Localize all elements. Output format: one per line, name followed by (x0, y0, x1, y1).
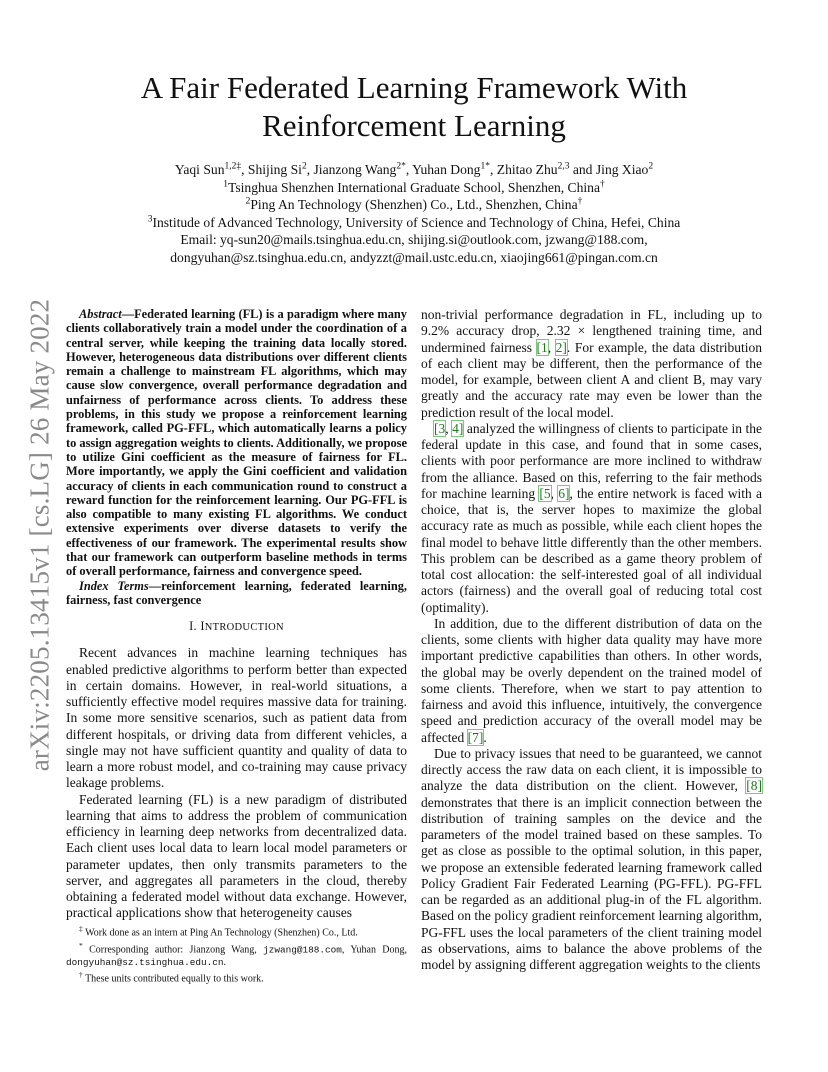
author-name: Yaqi Sun (174, 162, 225, 177)
affil-text: Tsinghua Shenzhen International Graduate School, Shenzhen, China (227, 179, 601, 195)
index-terms-label: Index Terms (79, 578, 149, 593)
author-separator: , (405, 162, 413, 177)
email-line-2: dongyuhan@sz.tsinghua.edu.cn, andyzzt@mail.ustc.edu.cn, xiaojing661@pingan.com.cn (170, 249, 658, 265)
arxiv-identifier-stamp (22, 270, 58, 800)
author-affil-mark: 2,3 (557, 161, 570, 172)
author-names (80, 161, 748, 179)
citation-link[interactable]: 6] (558, 485, 570, 501)
footnote-2 (66, 940, 407, 969)
affil-text: Ping An Technology (Shenzhen) Co., Ltd., Shenzhen, China (250, 197, 578, 212)
author-affil-mark: 1,2‡ (224, 161, 242, 172)
abstract-text: —Federated learning (FL) is a paradigm where many clients collaboratively train a model under the coordination of a central server, while keeping the training data locally stored. However, heterogeneous data distributions over different clients remain a challenge to mainstream FL algorithms, which may cause slow convergence, overall performance degradation and unfairness of performance across clients. To address these problems, in this study we propose a reinforcement learning framework, called PG-FFL, which automatically learns a policy to assign aggregation weights to clients. Additionally, we propose to utilize Gini coefficient as the measure of fairness for FL. More importantly, we apply the Gini coefficient and validation accuracy of clients in each communication round to construct a reward function for the reinforcement learning. Our PG-FFL is also compatible to many existing FL algorithms. We conduct extensive experiments over diverse datasets to verify the effectiveness of our framework. The experimental results show that our framework can outperform baseline methods in terms of overall performance, fairness and convergence speed. (66, 307, 407, 579)
author-separator: and (569, 162, 596, 177)
author-name: Jianzong Wang (313, 162, 397, 177)
author-name: Shijing Si (247, 162, 302, 177)
citation-link[interactable]: [3 (434, 420, 446, 436)
citation-link[interactable]: 4] (452, 420, 464, 436)
footnote-3 (66, 969, 407, 986)
author-affil-mark: 2 (301, 161, 307, 172)
affiliation-3 (80, 214, 748, 232)
paragraph-text: analyzed the willingness of clients to participate in the federal update in this case, and found that in some cases, clients with poor performance are more inclined to withdraw from the alliance. Based on this, referring to the fair methods for machine learning (421, 420, 762, 501)
paper-title (80, 69, 748, 145)
section-first-letter: I (200, 619, 205, 634)
abstract-label: Abstract (79, 307, 122, 321)
paragraph-text: non-trivial performance degradation in FL, including up to 9.2% accuracy drop, 2.32 × lengthened training time, and undermined fairness (421, 307, 762, 355)
footnotes (66, 923, 407, 986)
affil-number: 2 (245, 196, 251, 207)
citation-link[interactable]: [7] (467, 729, 484, 745)
paragraph-text: In addition, due to the different distribution of data on the clients, some clients with higher data quality may have more important predictive capabilities than others. In other words, the global may be overly dependent on the trained model of some clients. Therefore, when we start to pay attention to fairness and avoid this influence, intuitively, the convergence speed and prediction accuracy of the overall model may be affected (421, 615, 762, 745)
footnote-mark: * (79, 940, 83, 950)
footnote-text: These units contributed equally to this work. (82, 973, 264, 985)
footnote-mark: ‡ (79, 924, 83, 933)
paragraph-text: Due to privacy issues that need to be guaranteed, we cannot directly access the raw data on each client, it is impossible to analyze the data distribution on the client. However, (421, 745, 762, 794)
affil-mark: † (600, 178, 605, 189)
paragraph-text: . For example, the data distribution of each client may be different, then the performance of the model, for example, between client A and client B, may vary greatly and the accuracy rate may even be lower than the prediction result of the local model. (421, 339, 763, 420)
left-column (66, 307, 407, 922)
email-line-1: Email: yq-sun20@mails.tsinghua.edu.cn, shijing.si@outlook.com, jzwang@188.com, (180, 232, 648, 247)
citation-link[interactable]: [8] (746, 778, 762, 794)
right-paragraph-1: non-trivial performance degradation in FL, including up to 9.2% accuracy drop, 2.32 × lengthened training time, and undermined fairness [1, 2]. For example, the data distribution of each client may be different, then the performance of the model, for example, between client A and client B, may vary greatly and the accuracy rate may even be lower than the prediction result of the local model. (421, 307, 763, 420)
index-terms (66, 579, 407, 608)
right-paragraph-4 (421, 746, 762, 974)
author-name: Zhitao Zhu (496, 162, 558, 177)
author-affil-mark: 2 (648, 161, 654, 172)
author-name: Yuhan Dong (412, 162, 481, 177)
citation-link[interactable]: 2] (555, 339, 567, 355)
intro-paragraph-1: Recent advances in machine learning techniques has enabled predictive algorithms to perform better than expected in certain domains. However, in real-world situations, a sufficiently effective model requires massive data for training. In some more sensitive scenarios, such as patient data from different hospitals, or driving data from different vehicles, a single may not have sufficient quantity and quality of data to learn a more robust model, and co-training may cause privacy leakage problems. (66, 645, 407, 791)
footnote-text: Corresponding author: Jianzong Wang, (82, 944, 264, 956)
paragraph-text: . (483, 729, 487, 745)
affil-mark: † (577, 196, 583, 207)
footnote-text: , Yuhan Dong, (341, 944, 407, 956)
author-name: Jing Xiao (595, 162, 649, 177)
right-paragraph-3 (421, 616, 762, 746)
author-separator: , (306, 162, 314, 177)
affil-text: Institude of Advanced Technology, University of Science and Technology of China, Hefei, China (152, 214, 681, 230)
paragraph-text: demonstrates that there is an implicit connection between the distribution of training samples on the device and the parameters of the model trained based on these samples. To get as close as possible to the optimal solution, in this paper, we propose an extensible federated learning framework called Policy Gradient Fair Federated Learning (PG-FFL). PG-FFL can be regarded as an additional plug-in of the FL algorithm. Based on the policy gradient reinforcement learning algorithm, PG-FFL uses the local parameters of the client training model as observations, aims to balance the above problems of the model by assigning different aggregation weights to the clients (421, 794, 762, 972)
abstract (66, 307, 407, 579)
right-column (421, 307, 762, 973)
intro-paragraph-2: Federated learning (FL) is a new paradigm of distributed learning that aims to address the problem of communication efficiency in learning deep networks from decentralized data. Each client uses local data to learn local model parameters or parameter updates, then only transmits parameters to the server, and aggregates all parameters in the cloud, thereby obtaining a federated model without data exchange. However, practical applications show that heterogeneity causes (66, 791, 407, 921)
paragraph-text: , the entire network is faced with a choice, that is, the server hopes to maximize the global accuracy rate as much as possible, while each client hopes the final model to behave little differently than the other members. This problem can be described as a game theory problem of total cost allocation: the self-interested goal of all individual actors (fairness) and the overall goal of reducing total cost (optimality). (421, 485, 762, 615)
affiliation-1 (80, 179, 748, 197)
author-affil-mark: 1* (480, 161, 490, 172)
footnote-text: Work done as an intern at Ping An Technology (Shenzhen) Co., Ltd. (82, 927, 358, 939)
author-block (80, 161, 748, 266)
affil-number: 1 (223, 178, 228, 189)
citation-link[interactable]: [1 (536, 339, 548, 355)
footnote-text: . (223, 956, 227, 968)
author-separator: , (489, 162, 497, 177)
index-terms-text: —reinforcement learning, federated learning, fairness, fast convergence (66, 578, 407, 607)
arxiv-stamp-text: arXiv:2205.13415v1 [cs.LG] 26 May 2022 (24, 298, 55, 772)
citation-link[interactable]: [5 (539, 485, 551, 501)
section-title-rest: NTRODUCTION (204, 622, 284, 634)
footnote-mark: † (79, 970, 83, 980)
section-numeral: I. (189, 619, 201, 634)
author-affil-mark: 2* (396, 161, 406, 172)
affil-number: 3 (147, 213, 153, 224)
affiliation-2 (80, 196, 748, 214)
footnote-email[interactable]: jzwang@188.com (263, 944, 342, 956)
footnote-email[interactable]: dongyuhan@sz.tsinghua.edu.cn (66, 956, 224, 968)
title-line-2: Reinforcement Learning (262, 108, 566, 143)
footnote-1 (66, 923, 407, 940)
section-heading-introduction (66, 618, 407, 636)
right-paragraph-2: [3, 4] analyzed the willingness of clients to participate in the federal update in this case, and found that in some cases, clients with poor performance are more inclined to withdraw from the alliance. Based on this, referring to the fair methods for machine learning [5, 6], the entire network is faced with a choice, that is, the server hopes to maximize the global accuracy rate as much as possible, while each client hopes the final model to behave little differently than the other members. This problem can be described as a game theory problem of total cost allocation: the self-interested goal of all individual actors (fairness) and the overall goal of reducing total cost (optimality). (421, 420, 762, 615)
title-line-1: A Fair Federated Learning Framework With (140, 70, 688, 105)
author-separator: , (241, 162, 248, 177)
